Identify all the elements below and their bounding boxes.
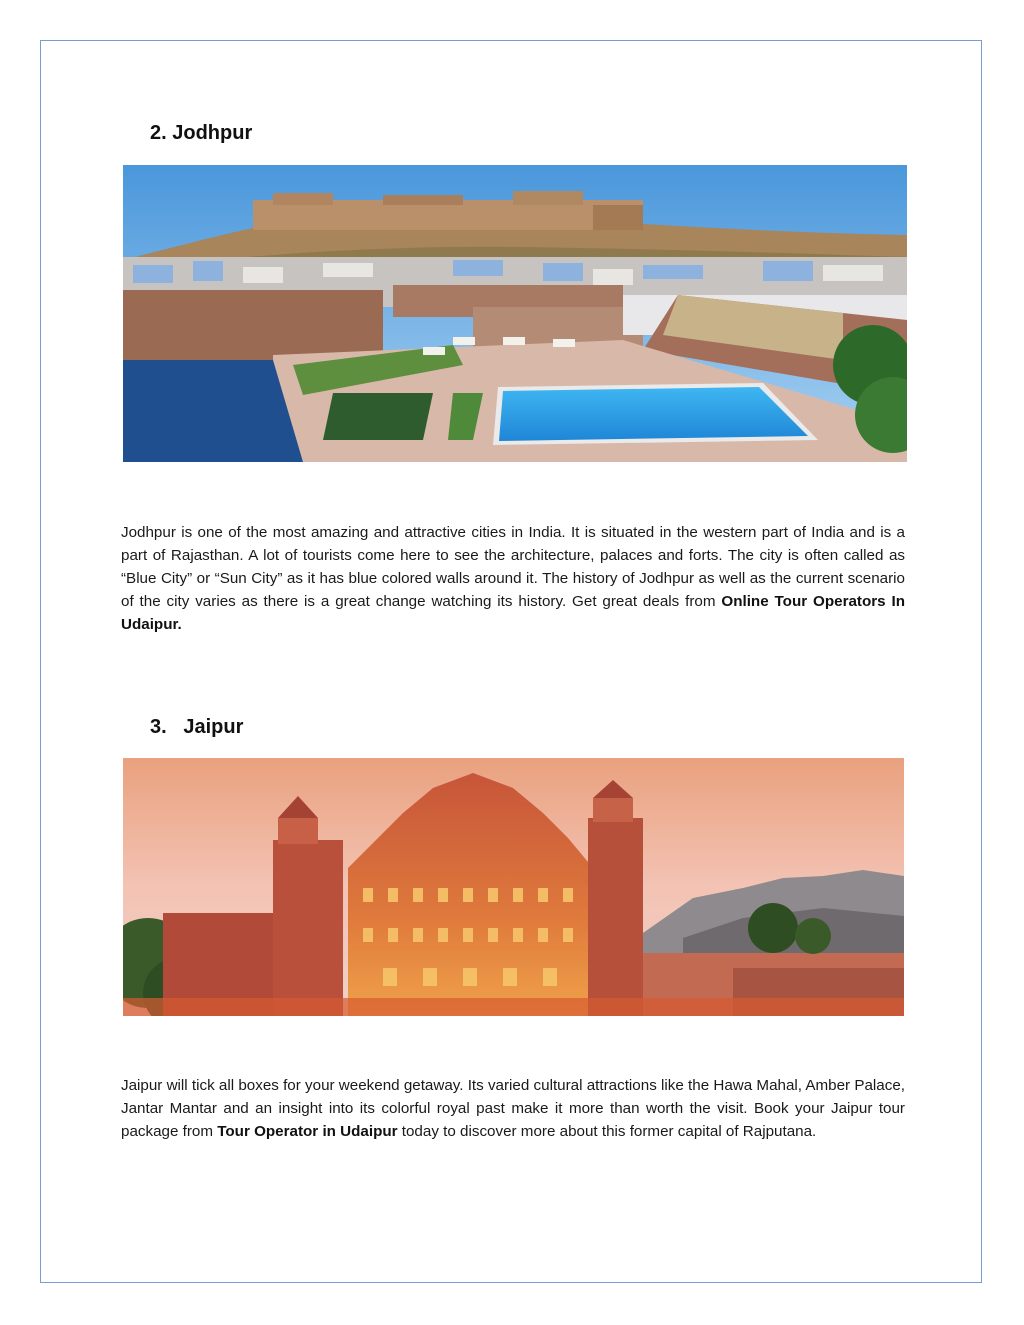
tour-operator-link[interactable]: Tour Operator in Udaipur <box>217 1123 398 1140</box>
section-heading-jodhpur: 2. Jodhpur <box>150 122 253 144</box>
jaipur-paragraph <box>121 1074 905 1143</box>
jaipur-photo <box>123 758 904 1016</box>
online-tour-operators-link[interactable]: Online Tour Operators In Udaipur. <box>121 593 905 633</box>
jaipur-paragraph-text-after: today to discover more about this former capital of Rajputana. <box>397 1123 817 1140</box>
jaipur-photo-illustration <box>123 758 904 1016</box>
jodhpur-paragraph <box>121 521 905 636</box>
section-heading-jaipur: 3. Jaipur <box>150 716 244 738</box>
jodhpur-photo <box>123 165 907 462</box>
jodhpur-paragraph-text: Jodhpur is one of the most amazing and attractive cities in India. It is situated in the western part of India and is a part of Rajasthan. A lot of tourists come here to see the architecture, palaces and forts. The city is often called as “Blue City” or “Sun City” as it has blue colored walls around it. The history of Jodhpur as well as the current scenario of the city varies as there is a great change watching its history. Get great deals from <box>121 524 905 610</box>
jaipur-paragraph-text-before: Jaipur will tick all boxes for your weekend getaway. Its varied cultural attractions like the Hawa Mahal, Amber Palace, Jantar Mantar and an insight into its colorful royal past make it more than worth the visit. Book your Jaipur tour package from <box>121 1077 905 1140</box>
jodhpur-photo-illustration <box>123 165 907 462</box>
